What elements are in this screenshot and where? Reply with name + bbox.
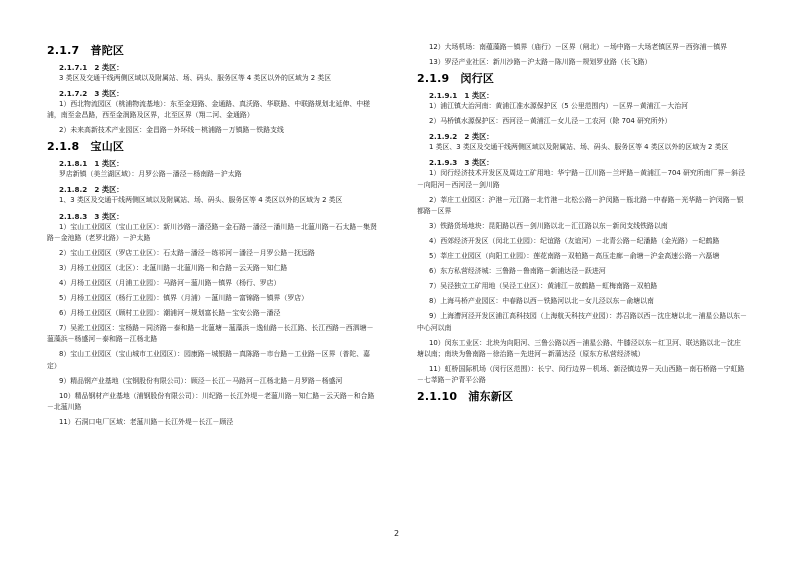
subheading-putuo-class2: 2.1.7.1 2 类区：	[59, 63, 124, 72]
subheading-putuo-class3: 2.1.7.2 3 类区：	[59, 89, 124, 99]
subheading-baoshan-class3: 2.1.8.3 3 类区：	[59, 211, 124, 221]
section-heading-pudong: 2.1.10 浦东新区	[417, 389, 514, 403]
subheading-minhang-class2: 2.1.9.2 2 类区：	[429, 132, 494, 142]
list-item: 4）月杨工业园区（月浦工业园）：马路河－蕰川路－镇界（杨行、罗店）	[59, 278, 281, 287]
list-item: 9）上海漕河泾开发区浦江高科技园（上海航天科技产业园）：苏召路以西－沈庄塘以北－浦星公路以东－中心河以南	[417, 312, 747, 332]
section-heading-baoshan: 2.1.8 宝山区	[47, 140, 125, 154]
list-item: 6）月杨工业园区（顾村工业园）：潮浦河－规划富长路－宝安公路－潘泾	[59, 309, 281, 318]
list-item: 1）西北物流园区（桃浦物流基地）：东至金迎路、金通路、真沃路、华联路、中联路规划北延伸、中槎浦，南至金昌路，西至金润路及区界，北至区界（翔二河、金通路）	[47, 100, 371, 120]
list-item: 4）西郊经济开发区（闵北工业园）：纪谊路（友谊河）－北青公路－纪潘路（金光路）－纪鹤路	[429, 236, 720, 245]
paragraph-baoshan-class1: 罗店新镇（美兰湖区域）：月罗公路－潘泾－杨南路－沪太路	[59, 170, 242, 179]
list-item: 10）闵东工业区：北块为向阳河、三鲁公路以西－浦星公路、牛膝泾以东－红卫河、联达路以北－沈庄塘以南；南块为鲁南路－徐治路－先进河－新蒲达泾（原东方私营经济城）	[417, 338, 741, 358]
list-item: 3）铁路货场地块：昆阳路以西－剑川路以北－汇江路以东－新闵支线铁路以南	[429, 221, 668, 230]
list-item: 10）精品钢材产业基地（浦钢股份有限公司）：川纪路－长江外堤－老蕰川路－知仁路－云天路－和合路－北蕰川路	[47, 391, 375, 411]
list-item: 8）上海马桥产业园区：中春路以西－铁路河以北－女儿泾以东－俞塘以南	[429, 297, 654, 306]
list-item: 6）东方私营经济城：三鲁路－鲁南路－新浦达泾－跃进河	[429, 267, 606, 276]
list-item: 11）石洞口电厂区域：老蕰川路－长江外堤－长江－顾泾	[59, 417, 234, 426]
section-heading-putuo: 2.1.7 普陀区	[47, 44, 125, 57]
paragraph-baoshan-class2: 1、3 类区及交通干线两侧区域以及附属站、场、码头、服务区等 4 类区以外的区域为 2 类区	[59, 196, 343, 205]
list-item: 9）精品钢产业基地（宝钢股份有限公司）：顾泾－长江－马路河－江杨北路－月罗路－杨盛河	[59, 376, 343, 385]
list-item: 1）宝山工业园区（宝山工业区）：新川沙路－潘泾路－金石路－潘泾－潘川路－北蕰川路－石太路－集贤路－金池路（老罗北路）－沪太路	[47, 222, 377, 242]
list-item: 2）马桥镇水源保护区：西河泾－黄浦江－女儿泾－工农河（除 704 研究所外）	[429, 117, 672, 126]
list-item: 2）莘庄工业园区：沪港－元江路－北竹港－北松公路－沪闵路－瓶北路－中春路－光华路－沪闵路－银都路－区界	[417, 195, 744, 215]
list-item: 5）月杨工业园区（杨行工业园）：镇界（月浦）－蕰川路－富锦路－镇界（罗店）	[59, 294, 308, 303]
list-item: 7）吴泾独立工矿用地（吴泾工业区）：黄浦江－放鹤路－虹梅南路－双柏路	[429, 282, 658, 291]
list-item: 11）虹桥国际机场（闵行区范围）：长宁、闵行边界－机场、新泾镇边界－天山西路－南石桥路－宁虹路－七莘路－沪青平公路	[417, 364, 745, 384]
right-column	[417, 42, 747, 408]
list-item: 7）吴淞工业园区：宝杨路－同济路－泰和路－北蕰塘－蕰藻浜－逸仙路－长江路、长江西路－西泗塘－蕰藻浜－杨盛河－泰和路－江杨北路	[47, 324, 374, 344]
subheading-minhang-class3: 2.1.9.3 3 类区：	[429, 158, 494, 168]
subheading-baoshan-class2: 2.1.8.2 2 类区：	[59, 185, 124, 195]
subheading-baoshan-class1: 2.1.8.1 1 类区：	[59, 159, 124, 169]
paragraph-minhang-class2: 1 类区、3 类区及交通干线两侧区域以及附属站、场、码头、服务区等 4 类区以外的区域为 2 类区	[429, 143, 729, 152]
list-item: 3）月杨工业园区（北区）：北蕰川路－北蕰川路－和合路－云天路－知仁路	[59, 263, 288, 272]
list-item: 5）莘庄工业园区（向阳工业园）：莲花南路－双柏路－高压走廊－俞塘－沪金高速公路－六磊塘	[429, 252, 720, 261]
page-number: 2	[393, 529, 400, 538]
section-heading-minhang: 2.1.9 闵行区	[417, 72, 495, 86]
list-item: 12）大场机场：南蕴藻路－镇界（庙行）－区界（闸北）－场中路－大场老镇区界－西弥浦－镇界	[429, 43, 728, 51]
paragraph-putuo-class2: 3 类区及交通干线两侧区域以及附属站、场、码头、服务区等 4 类区以外的区域为 2 类区	[59, 74, 332, 82]
list-item: 2）宝山工业园区（罗店工业区）：石太路－潘泾－练祁河－潘泾－月罗公路－抚远路	[59, 248, 315, 257]
list-item: 1）浦江镇大治河南：黄浦江准水源保护区（5 公里范围内）－区界－黄浦江－大治河	[429, 102, 689, 111]
list-item: 2）未来高新技术产业园区：金昌路－外环线－桃浦路－万镇路－铁路支线	[59, 126, 284, 135]
list-item: 8）宝山工业园区（宝山城市工业园区）：园康路－城银路－真陈路－市台路－工业路－区界（普陀、嘉定）	[47, 350, 371, 370]
list-item: 1）闵行经济技术开发区及周边工矿用地：华宁路－江川路－兰坪路－黄浦江－704 研究所南厂界－斜泾－向阳河－西河泾－剑川路	[417, 169, 746, 189]
list-item: 13）罗泾产业社区：新川沙路－沪太路－陈川路－规划罗业路（长飞路）	[429, 58, 652, 67]
subheading-minhang-class1: 2.1.9.1 1 类区：	[429, 91, 494, 101]
left-column	[47, 42, 377, 432]
